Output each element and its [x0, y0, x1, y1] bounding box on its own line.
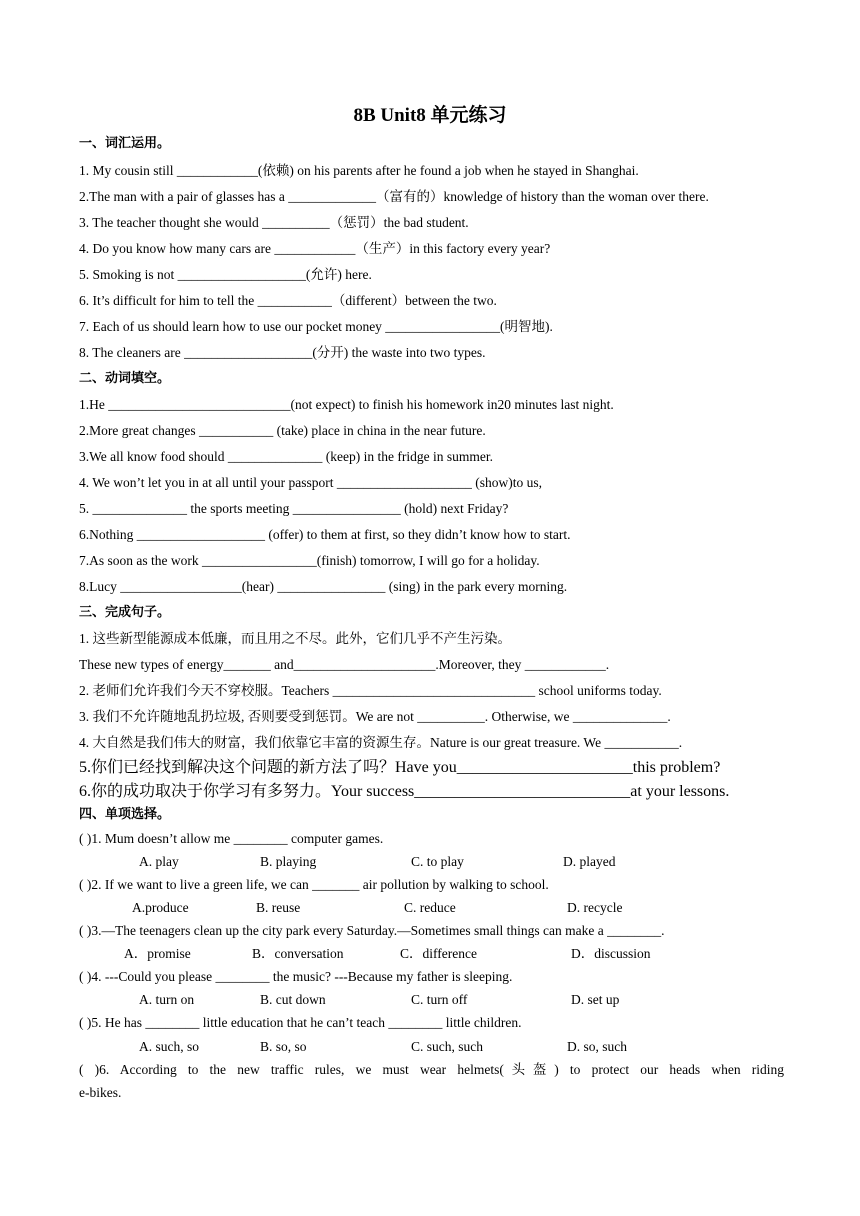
q1-option-b: B. playing — [260, 854, 317, 869]
page-title: 8B Unit8 单元练习 — [353, 105, 507, 126]
vocab-item-1: 1. My cousin still ____________(依赖) on his parents after he found a job when he stayed in Shanghai. — [79, 163, 639, 178]
q5-option-b: B. so, so — [260, 1039, 307, 1054]
verb-item-7: 7.As soon as the work _________________(finish) tomorrow, I will go for a holiday. — [79, 553, 540, 568]
sentence-item-6: 6.你的成功取决于你学习有多努力。Your success___________________________at your lessons. — [79, 783, 730, 800]
verb-item-6: 6.Nothing ___________________ (offer) to them at first, so they didn’t know how to start. — [79, 527, 571, 542]
q3-option-d: D．discussion — [571, 946, 651, 961]
section-heading-sentences: 三、完成句子。 — [79, 605, 171, 620]
choice-question-4: ( )4. ---Could you please ________ the music? ---Because my father is sleeping. — [79, 969, 513, 984]
q4-option-b: B. cut down — [260, 992, 326, 1007]
q3-option-c: C．difference — [400, 946, 477, 961]
q5-option-c: C. such, such — [411, 1039, 483, 1054]
vocab-item-6: 6. It’s difficult for him to tell the ___________（different）between the two. — [79, 293, 497, 308]
vocab-item-3: 3. The teacher thought she would __________（惩罚）the bad student. — [79, 215, 469, 230]
q4-option-d: D. set up — [571, 992, 620, 1007]
vocab-item-8: 8. The cleaners are ___________________(分开) the waste into two types. — [79, 345, 486, 360]
choice-question-6: ( )6. According to the new traffic rules, we must wear helmets(头盔) to protect our heads when riding — [79, 1062, 784, 1077]
vocab-item-5: 5. Smoking is not ___________________(允许) here. — [79, 267, 372, 282]
q5-option-a: A. such, so — [139, 1039, 199, 1054]
q3-option-b: B．conversation — [252, 946, 344, 961]
q1-option-a: A. play — [139, 854, 179, 869]
q4-option-c: C. turn off — [411, 992, 468, 1007]
q2-option-d: D. recycle — [567, 900, 623, 915]
q2-option-b: B. reuse — [256, 900, 301, 915]
section-heading-choice: 四、单项选择。 — [79, 807, 171, 822]
verb-item-1: 1.He ___________________________(not expect) to finish his homework in20 minutes last night. — [79, 397, 614, 412]
q3-option-a: A．promise — [124, 946, 191, 961]
q4-option-a: A. turn on — [139, 992, 195, 1007]
verb-item-2: 2.More great changes ___________ (take) place in china in the near future. — [79, 423, 486, 438]
vocab-item-7: 7. Each of us should learn how to use our pocket money _________________(明智地). — [79, 319, 553, 334]
verb-item-8: 8.Lucy __________________(hear) ________________ (sing) in the park every morning. — [79, 579, 568, 594]
choice-question-1: ( )1. Mum doesn’t allow me ________ computer games. — [79, 831, 384, 846]
section-heading-verbs: 二、动词填空。 — [79, 371, 171, 386]
sentence-item-1-cn: 1. 这些新型能源成本低廉，而且用之不尽。此外，它们几乎不产生污染。 — [79, 631, 511, 646]
q2-option-a: A.produce — [132, 900, 189, 915]
verb-item-3: 3.We all know food should ______________ (keep) in the fridge in summer. — [79, 449, 493, 464]
choice-question-3: ( )3.—The teenagers clean up the city park every Saturday.—Sometimes small things can make a ________. — [79, 923, 665, 938]
choice-question-6-continued: e-bikes. — [79, 1085, 122, 1100]
sentence-item-5: 5.你们已经找到解决这个问题的新方法了吗？Have you______________________this problem? — [79, 759, 721, 776]
choice-question-2: ( )2. If we want to live a green life, we can _______ air pollution by walking to school. — [79, 877, 549, 892]
q1-option-c: C. to play — [411, 854, 464, 869]
verb-item-4: 4. We won’t let you in at all until your passport ____________________ (show)to us, — [79, 475, 543, 490]
section-heading-vocabulary: 一、词汇运用。 — [79, 136, 171, 151]
sentence-item-2: 2. 老师们允许我们今天不穿校服。Teachers ______________________________ school uniforms today. — [79, 683, 662, 698]
vocab-item-2: 2.The man with a pair of glasses has a _____________（富有的）knowledge of history than the woman over there. — [79, 189, 709, 204]
q2-option-c: C. reduce — [404, 900, 456, 915]
sentence-item-4: 4. 大自然是我们伟大的财富，我们依靠它丰富的资源生存。Nature is our great treasure. We ___________. — [79, 735, 683, 750]
sentence-item-1-en: These new types of energy_______ and_____________________.Moreover, they ____________. — [79, 657, 610, 672]
verb-item-5: 5. ______________ the sports meeting ________________ (hold) next Friday? — [79, 501, 509, 516]
vocab-item-4: 4. Do you know how many cars are ____________（生产）in this factory every year? — [79, 241, 551, 256]
q1-option-d: D. played — [563, 854, 616, 869]
sentence-item-3: 3. 我们不允许随地乱扔垃圾, 否则要受到惩罚。We are not __________. Otherwise, we ______________. — [79, 709, 671, 724]
q5-option-d: D. so, such — [567, 1039, 627, 1054]
choice-question-5: ( )5. He has ________ little education that he can’t teach ________ little children. — [79, 1015, 522, 1030]
